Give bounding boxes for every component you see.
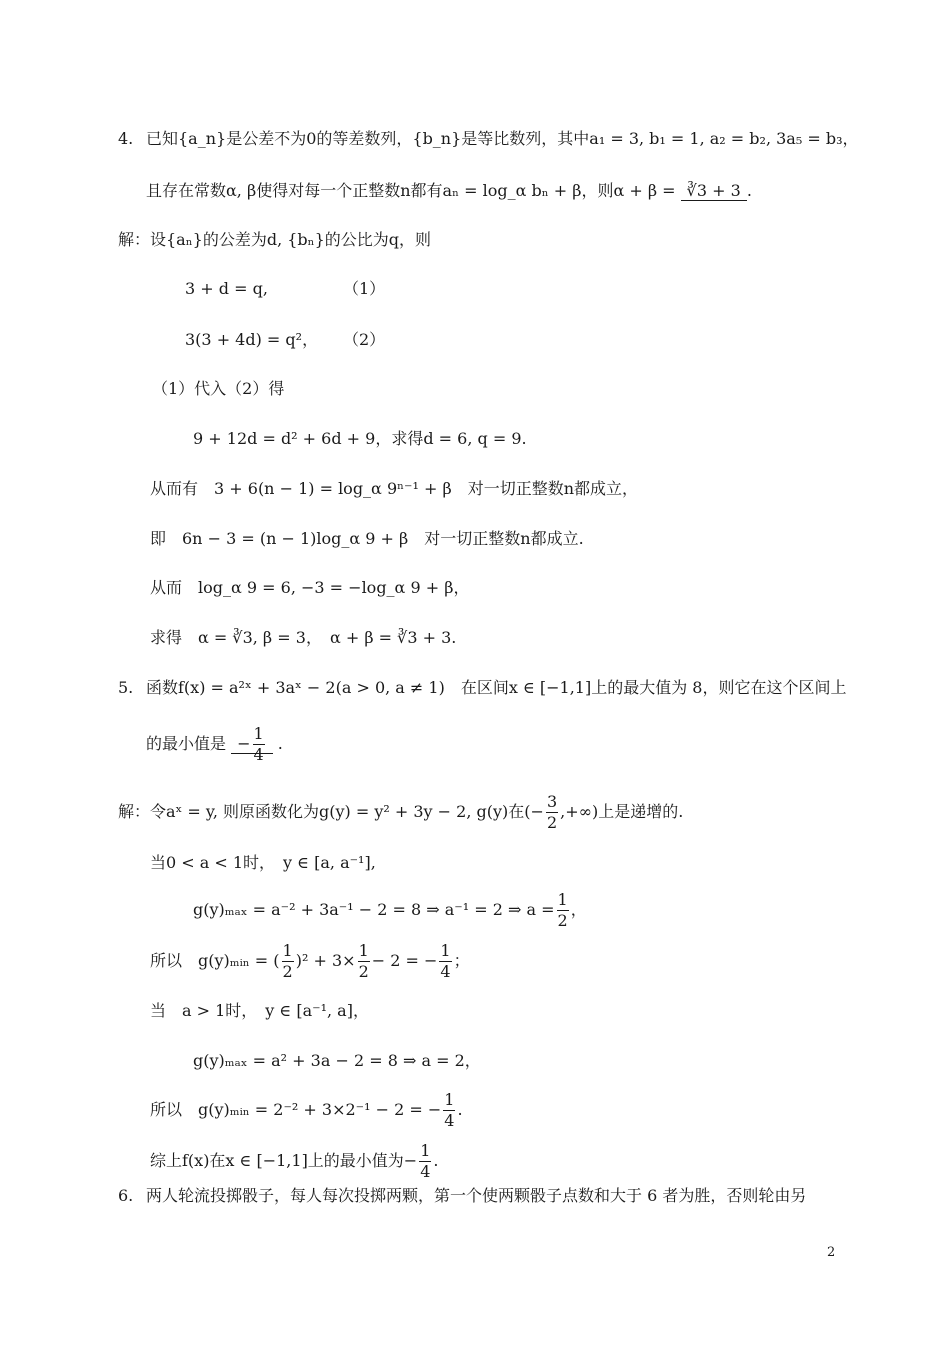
solution-5-case-1-min-fraction-2: [358, 941, 370, 982]
solution-5-intro-text-a: 解：令aˣ = y, 则原函数化为g(y) = y² + 3y − 2, g(y)在(−: [118, 802, 544, 821]
problem-4-answer-suffix: .: [746, 181, 752, 200]
solution-4-equation-2-tag: （2）: [343, 330, 386, 349]
solution-5-case-1-max-suffix: ，: [570, 900, 587, 919]
fraction-denominator: 4: [440, 962, 451, 981]
fraction-denominator: 2: [546, 813, 558, 832]
fraction-numerator: 1: [420, 1141, 431, 1160]
solution-5-case-2-min-suffix: .: [457, 1100, 463, 1119]
problem-5-answer-fraction: [253, 724, 265, 765]
solution-5-case-1-min-text-d: ；: [453, 951, 470, 970]
fraction-denominator: 4: [444, 1111, 455, 1130]
solution-4-equation-3: 9 + 12d = d² + 6d + 9，求得d = 6, q = 9.: [193, 429, 527, 448]
solution-5-conclusion-text: 综上f(x)在x ∈ [−1,1]上的最小值为−: [150, 1151, 418, 1170]
fraction-numerator: 1: [444, 1090, 455, 1109]
problem-4-statement-line1: 已知{a_n}是公差不为0的等差数列，{b_n}是等比数列，其中a₁ = 3, b₁ = 1, a₂ = b₂, 3a₅ = b₃，: [146, 129, 859, 148]
solution-4-equation-1-tag: （1）: [343, 279, 386, 298]
solution-5-case-1-max-text: g(y)ₘₐₓ = a⁻² + 3a⁻¹ − 2 = 8 ⇒ a⁻¹ = 2 ⇒ a =: [193, 900, 555, 919]
solution-5-conclusion: [150, 1141, 439, 1182]
problem-5-statement-line1: 函数f(x) = a²ˣ + 3aˣ − 2(a > 0, a ≠ 1) 在区间x ∈ [−1,1]上的最大值为 8，则它在这个区间上: [146, 678, 847, 697]
fraction-denominator: 2: [358, 962, 369, 981]
solution-5-case-2-min-fraction: [443, 1090, 455, 1131]
fraction-numerator: 1: [358, 941, 369, 960]
solution-4-step-3: 从而 log_α 9 = 6, −3 = −log_α 9 + β，: [150, 578, 470, 597]
solution-5-case-1-max: [193, 890, 587, 931]
fraction-denominator: 4: [420, 1162, 431, 1181]
fraction-denominator: 2: [557, 911, 568, 930]
solution-5-case-1-min: [150, 941, 470, 982]
solution-5-case-2-min-text: 所以 g(y)ₘᵢₙ = 2⁻² + 3×2⁻¹ − 2 = −: [150, 1100, 442, 1119]
solution-4-intro: 解：设{aₙ}的公差为d, {bₙ}的公比为q，则: [118, 230, 432, 249]
fraction-numerator: 1: [557, 890, 568, 909]
solution-5-conclusion-fraction: [419, 1141, 431, 1182]
solution-5-conclusion-suffix: .: [433, 1151, 439, 1170]
problem-6-number: 6.: [118, 1186, 134, 1205]
solution-5-intro-text-b: ,+∞)上是递增的.: [560, 802, 684, 821]
solution-5-case-1-min-fraction-3: [439, 941, 451, 982]
solution-5-case-2: 当 a > 1时， y ∈ [a⁻¹, a]，: [150, 1001, 369, 1020]
problem-6-statement-line1: 两人轮流投掷骰子，每人每次投掷两颗，第一个使两颗骰子点数和大于 6 者为胜，否则轮由另: [146, 1186, 807, 1205]
problem-4-statement-line2: [146, 180, 752, 202]
problem-5-statement-line2: [146, 724, 283, 765]
fraction-numerator: 1: [253, 724, 264, 743]
solution-5-case-1-min-text-c: − 2 = −: [371, 951, 438, 970]
solution-5-case-1-min-fraction-1: [282, 941, 294, 982]
fraction-denominator: 2: [282, 962, 293, 981]
solution-4-step-1: 从而有 3 + 6(n − 1) = log_α 9ⁿ⁻¹ + β 对一切正整数n都成立，: [150, 479, 639, 498]
problem-4-number: 4.: [118, 129, 134, 148]
problem-5-answer: [231, 724, 273, 764]
solution-5-case-1-min-text-a: 所以 g(y)ₘᵢₙ = (: [150, 951, 280, 970]
solution-4-substitute: （1）代入（2）得: [152, 379, 285, 398]
fraction-denominator: 4: [253, 745, 264, 764]
fraction-numerator: 3: [546, 792, 558, 811]
problem-5-answer-suffix: .: [277, 734, 283, 753]
page-number: 2: [827, 1245, 836, 1260]
solution-5-case-2-max: g(y)ₘₐₓ = a² + 3a − 2 = 8 ⇒ a = 2，: [193, 1051, 481, 1070]
problem-5-number: 5.: [118, 678, 134, 697]
solution-5-intro-fraction: [546, 792, 558, 833]
problem-5-answer-sign: −: [237, 734, 251, 753]
solution-4-equation-1: 3 + d = q,: [185, 279, 268, 298]
solution-5-case-1-min-text-b: )² + 3×: [295, 951, 356, 970]
solution-4-equation-2: 3(3 + 4d) = q²，: [185, 330, 319, 349]
problem-4-line2-text: 且存在常数α, β使得对每一个正整数n都有aₙ = log_α bₙ + β，则α + β =: [146, 181, 676, 200]
solution-4-step-4: 求得 α = ∛3, β = 3， α + β = ∛3 + 3.: [150, 628, 457, 647]
fraction-numerator: 1: [440, 941, 451, 960]
solution-4-step-2: 即 6n − 3 = (n − 1)log_α 9 + β 对一切正整数n都成立.: [150, 529, 584, 548]
fraction-numerator: 1: [282, 941, 293, 960]
solution-5-case-1: 当0 < a < 1时， y ∈ [a, a⁻¹],: [150, 853, 376, 872]
solution-5-intro: [118, 792, 683, 833]
problem-5-line2-text: 的最小值是: [146, 734, 227, 753]
solution-5-case-2-min: [150, 1090, 463, 1131]
problem-4-answer: ∛3 + 3: [681, 181, 747, 201]
solution-5-case-1-max-fraction: [557, 890, 569, 931]
